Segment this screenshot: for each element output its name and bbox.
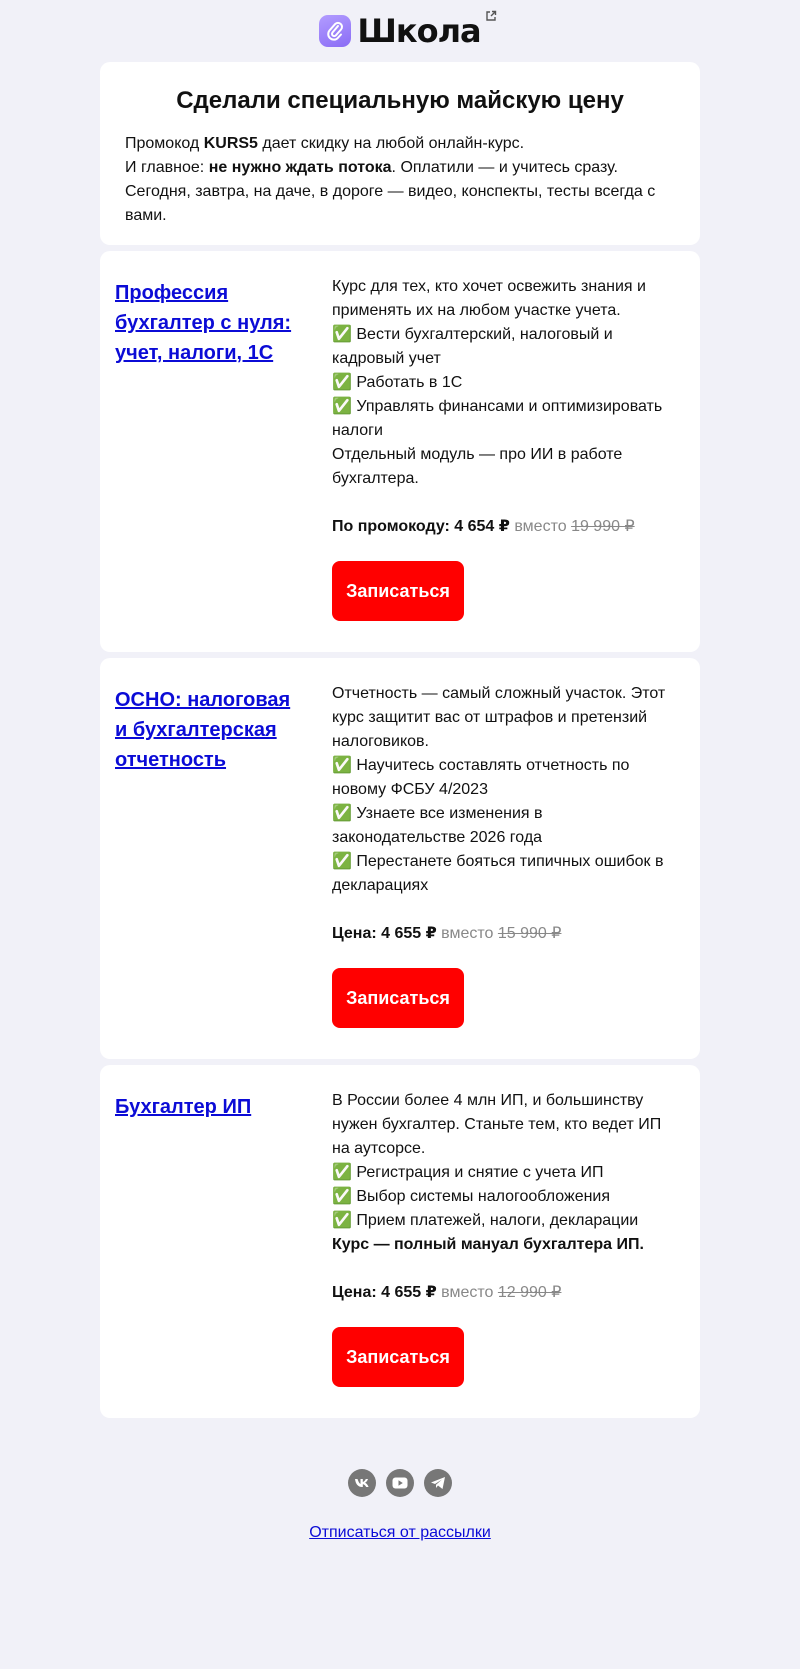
course-card	[100, 251, 700, 652]
social-links	[100, 1469, 700, 1497]
benefit-line: ✅ Прием платежей, налоги, декларации	[332, 1212, 639, 1229]
course-title-link[interactable]: ОСНО: налоговая и бухгалтерская отчетность	[115, 689, 291, 771]
course-card	[100, 1065, 700, 1418]
price-instead-label: вместо	[436, 925, 498, 942]
enroll-button[interactable]: Записаться	[332, 561, 464, 621]
unsubscribe-link[interactable]: Отписаться от рассылки	[309, 1524, 491, 1541]
course-description	[332, 275, 675, 491]
course-price	[332, 1281, 675, 1305]
enroll-button[interactable]: Записаться	[332, 1327, 464, 1387]
course-card	[100, 658, 700, 1059]
course-details	[318, 275, 685, 621]
logo-text: Школа	[357, 12, 481, 50]
course-title-column	[115, 275, 318, 621]
price-old: 19 990 ₽	[571, 518, 635, 535]
benefit-line: ✅ Научитесь составлять отчетность по новому ФСБУ 4/2023	[332, 757, 630, 798]
benefit-line: ✅ Регистрация и снятие с учета ИП	[332, 1164, 604, 1181]
promo-suffix: дает скидку на любой онлайн-курс.	[257, 135, 525, 152]
youtube-icon[interactable]	[386, 1469, 414, 1497]
external-link-icon	[485, 9, 497, 27]
description-line: Отчетность — самый сложный участок. Этот курс защитит вас от штрафов и претензий налоговиков.	[332, 685, 666, 750]
benefit-line: ✅ Вести бухгалтерский, налоговый и кадровый учет	[332, 326, 613, 367]
school-logo[interactable]	[319, 12, 481, 50]
course-price	[332, 922, 675, 946]
benefit-line: ✅ Узнаете все изменения в законодательстве 2026 года	[332, 805, 543, 846]
unsubscribe-block	[100, 1524, 700, 1542]
benefit-line: ✅ Выбор системы налогообложения	[332, 1188, 611, 1205]
course-price	[332, 515, 675, 539]
email-header	[0, 0, 800, 62]
course-description	[332, 682, 675, 898]
course-title-column	[115, 1089, 318, 1387]
enroll-button[interactable]: Записаться	[332, 968, 464, 1028]
description-line: Отдельный модуль — про ИИ в работе бухгалтера.	[332, 446, 623, 487]
price-old: 15 990 ₽	[497, 925, 562, 942]
intro-card	[100, 62, 700, 245]
price-instead-label: вместо	[436, 1284, 498, 1301]
price-current: Цена: 4 655 ₽	[332, 925, 437, 942]
promo-code: KURS5	[203, 135, 258, 152]
benefit-line: ✅ Управлять финансами и оптимизировать налоги	[332, 398, 663, 439]
description-line: В России более 4 млн ИП, и большинству нужен бухгалтер. Станьте тем, кто ведет ИП на аутсорсе.	[332, 1092, 662, 1157]
course-title-link[interactable]: Профессия бухгалтер с нуля: учет, налоги, 1С	[115, 282, 292, 364]
main-prefix: И главное:	[125, 159, 209, 176]
course-description	[332, 1089, 675, 1257]
course-details	[318, 1089, 685, 1387]
telegram-icon[interactable]	[424, 1469, 452, 1497]
promo-prefix: Промокод	[125, 135, 204, 152]
price-current: По промокоду: 4 654 ₽	[332, 518, 510, 535]
price-current: Цена: 4 655 ₽	[332, 1284, 437, 1301]
paperclip-icon	[319, 15, 351, 47]
main-suffix: . Оплатили — и учитесь сразу.	[391, 159, 618, 176]
description-line: Курс для тех, кто хочет освежить знания и применять их на любом участке учета.	[332, 278, 646, 319]
course-details	[318, 682, 685, 1028]
email-content	[100, 62, 700, 1542]
main-bold: не нужно ждать потока	[208, 159, 392, 176]
price-instead-label: вместо	[509, 518, 572, 535]
intro-text	[125, 132, 675, 228]
intro-title: Сделали специальную майскую цену	[176, 87, 624, 114]
summary-line: Курс — полный мануал бухгалтера ИП.	[332, 1236, 644, 1253]
intro-line-3: Сегодня, завтра, на даче, в дороге — видео, конспекты, тесты всегда с вами.	[125, 183, 656, 224]
benefit-line: ✅ Работать в 1С	[332, 374, 463, 391]
course-title-link[interactable]: Бухгалтер ИП	[115, 1096, 252, 1118]
benefit-line: ✅ Перестанете бояться типичных ошибок в декларациях	[332, 853, 664, 894]
course-title-column	[115, 682, 318, 1028]
price-old: 12 990 ₽	[497, 1284, 562, 1301]
vk-icon[interactable]	[348, 1469, 376, 1497]
